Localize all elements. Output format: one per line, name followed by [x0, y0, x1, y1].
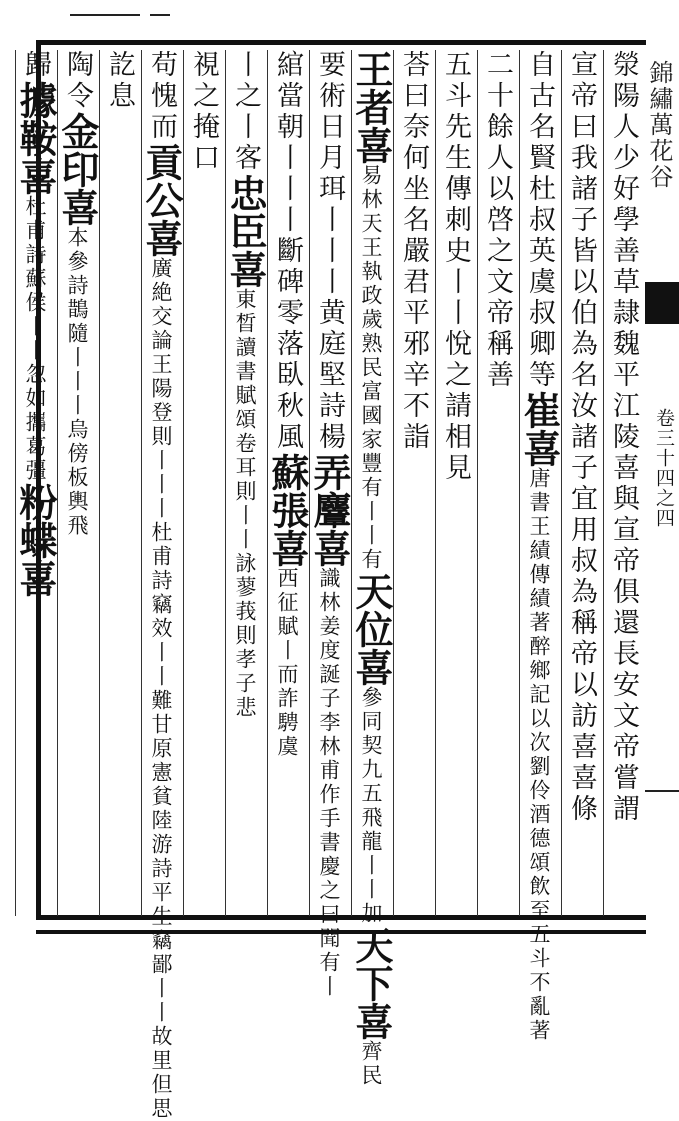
top-rule: [70, 14, 140, 16]
bottom-rule: [36, 930, 646, 934]
text-column: 滎陽人少好學善草隷魏平江陵喜與宣帝俱還長安文帝嘗謂: [603, 50, 642, 916]
text-column: [307, 50, 352, 999]
commentary: 參同契九五飛龍丨丨加: [359, 686, 383, 926]
entry-heading: 據鞍喜: [13, 81, 58, 195]
entry-heading: 忠臣喜: [223, 174, 268, 288]
commentary: 齊民: [359, 1040, 383, 1088]
entry-heading: 粉蝶喜: [13, 483, 58, 597]
entry-heading: 天位喜: [349, 572, 394, 686]
entry-heading: 貢公喜: [139, 143, 184, 257]
top-rule-short: [150, 14, 170, 16]
book-title: 錦繡萬花谷: [645, 60, 673, 190]
text-segment: 綰當朝丨丨丨斷碑零落臥秋風: [272, 50, 303, 453]
text-segment: 丨之丨客: [230, 50, 261, 174]
page-margin: [645, 0, 679, 972]
commentary: 易林天王執政歲熟民富國家豐有丨丨有: [359, 164, 383, 572]
text-column: [13, 50, 58, 916]
text-column: 視之掩口: [183, 50, 222, 916]
text-segment: 陶令: [62, 50, 93, 112]
margin-rule: [645, 790, 679, 792]
text-column: 二十餘人以啓之文帝稱善: [477, 50, 516, 916]
entry-heading: 金印喜: [55, 112, 100, 226]
text-column: [139, 50, 184, 1121]
text-column: [517, 50, 562, 1043]
text-column: [349, 50, 394, 1088]
commentary: 杜甫詩蘇侯丨丨忽如攜葛彊: [23, 195, 47, 483]
commentary: 本參詩鵲隨丨丨丨烏傍板輿飛: [65, 226, 89, 538]
text-segment: 苟愧而: [146, 50, 177, 143]
commentary: 廣絶交論王陽登則丨丨丨杜甫詩竊效丨丨難甘原憲貧陸游詩平生竊鄙丨丨故里但思: [149, 257, 173, 1121]
entry-heading: 蘇張喜: [265, 453, 310, 567]
entry-heading: 弄麞喜: [307, 453, 352, 567]
commentary: 東晳讀書賦頌卷耳則丨丨詠蓼莪則孝子悲: [233, 288, 257, 720]
text-columns: [13, 50, 642, 1121]
volume-label: 卷三十四之四: [653, 408, 675, 528]
text-column: 荅曰奈何坐名嚴君平邪辛不詣: [393, 50, 432, 916]
text-column: 訖息: [99, 50, 138, 916]
commentary: 唐書王績傳績著醉鄉記以次劉伶酒德頌飲至五斗不亂著: [527, 467, 551, 1043]
text-segment: 歸: [20, 50, 51, 81]
text-column: [223, 50, 268, 916]
fish-tail-block: [645, 282, 679, 324]
text-segment: 要術日月珥丨丨丨黄庭堅詩楊: [314, 50, 345, 453]
entry-heading: 崔喜: [517, 391, 562, 467]
commentary: 西征賦丨而詐騁虞: [275, 567, 299, 759]
commentary: 識林姜度誕子李林甫作手書慶之曰聞有丨: [317, 567, 341, 999]
text-column: [265, 50, 310, 916]
text-column: [55, 50, 100, 916]
entry-heading: 王者喜: [349, 50, 394, 164]
text-column: 五斗先生傳刺史丨丨悅之請相見: [435, 50, 474, 916]
text-segment: 自古名賢杜叔英虞叔卿等: [524, 50, 555, 391]
entry-heading: 天下喜: [349, 926, 394, 1040]
text-column: 宣帝曰我諸子皆以伯為名汝諸子宜用叔為稱帝以訪喜喜條: [561, 50, 600, 916]
